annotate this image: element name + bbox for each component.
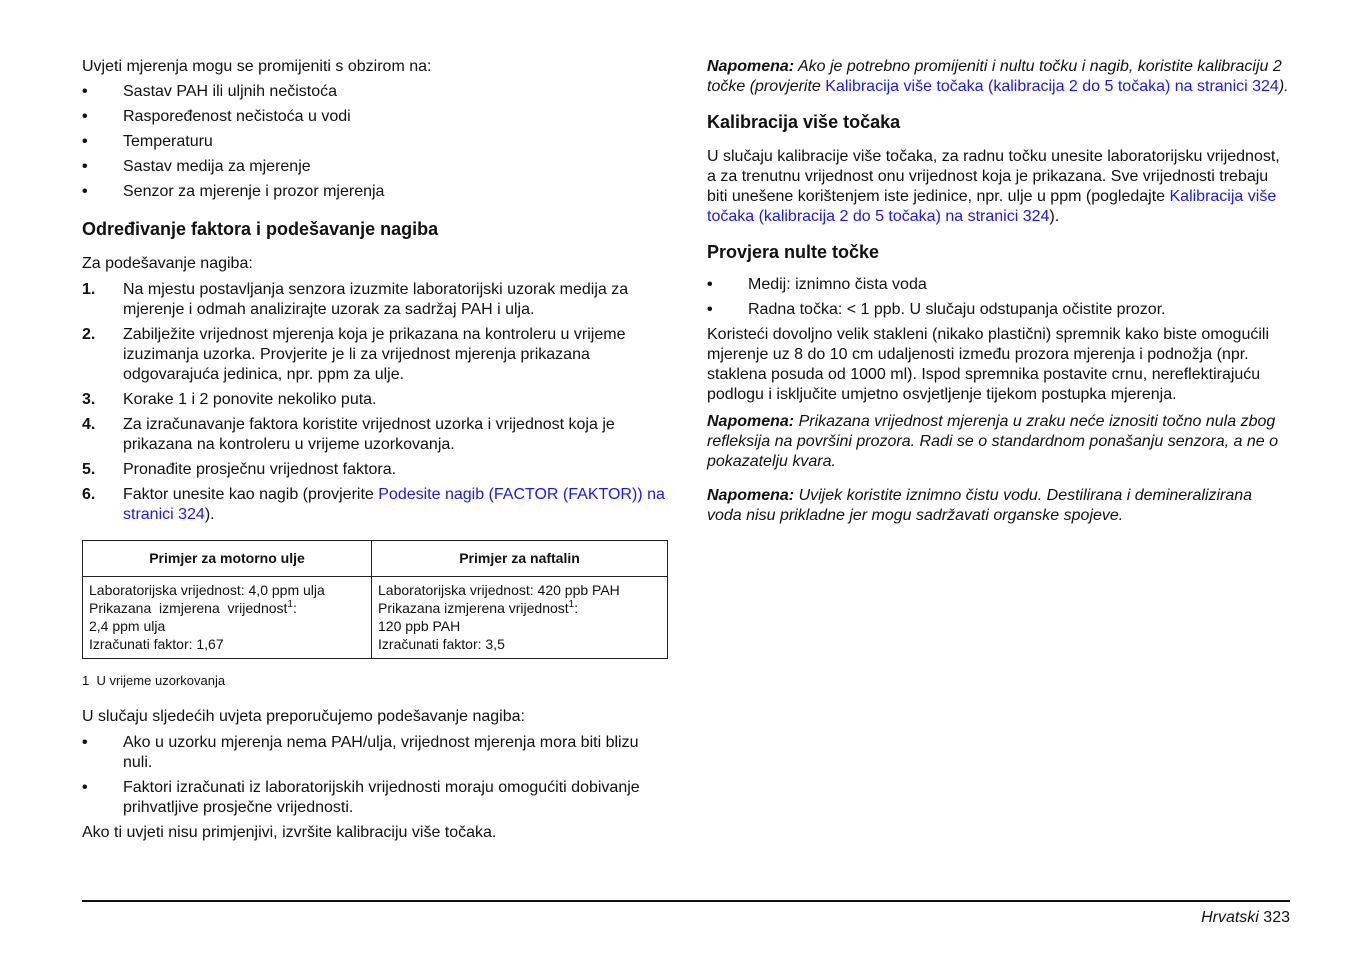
step-item: 4. Za izračunavanje faktora koristite vrijednost uzorka i vrijednost koja je prikazana na kontroleru u vrijeme uzorkovanja. bbox=[82, 416, 615, 453]
list-item: • Radna točka: < 1 ppb. U slučaju odstupanja očistite prozor. bbox=[707, 301, 1166, 318]
table-header: Primjer za motorno ulje bbox=[83, 541, 372, 577]
examples-table bbox=[82, 540, 668, 659]
step-item: 1. Na mjestu postavljanja senzora izuzmite laboratorijski uzorak medija za mjerenje i odmah analizirajte uzorak za sadržaj PAH i ulja. bbox=[82, 281, 629, 318]
recommend-intro: U slučaju sljedećih uvjeta preporučujemo podešavanje nagiba: bbox=[82, 708, 525, 725]
bullet-icon: • bbox=[82, 183, 88, 200]
bullet-icon: • bbox=[82, 83, 88, 100]
step-item: 5. Pronađite prosječnu vrijednost faktora. bbox=[82, 461, 397, 478]
steps-intro: Za podešavanje nagiba: bbox=[82, 255, 253, 272]
footnote-ref: 1 bbox=[287, 599, 293, 610]
section-heading-zero-point: Provjera nulte točke bbox=[707, 242, 880, 262]
note-air-reading: Napomena: Prikazana vrijednost mjerenja u zraku neće iznositi točno nula zbog refleksija na površini prozora. Radi se o standardnom ponašanju senzora, a ne o pokazatelju kvara. bbox=[707, 413, 1278, 470]
list-item: • Senzor za mjerenje i prozor mjerenja bbox=[82, 183, 385, 200]
footer-divider bbox=[82, 900, 1290, 902]
closing-text: Ako ti uvjeti nisu primjenjivi, izvršite kalibraciju više točaka. bbox=[82, 824, 497, 841]
table-header: Primjer za naftalin bbox=[372, 541, 668, 577]
footer-language: Hrvatski bbox=[1201, 909, 1259, 926]
conditions-list bbox=[82, 82, 668, 202]
list-item: • Sastav PAH ili uljnih nečistoća bbox=[82, 83, 338, 100]
left-column bbox=[82, 57, 668, 843]
zero-point-list bbox=[707, 275, 1291, 320]
note-label: Napomena: bbox=[707, 413, 795, 430]
bullet-icon: • bbox=[82, 734, 88, 751]
step-item: 6. Faktor unesite kao nagib (provjerite Podesite nagib (FACTOR (FAKTOR)) na stranici 324). bbox=[82, 486, 665, 523]
step-item: 2. Zabilježite vrijednost mjerenja koja je prikazana na kontroleru u vrijeme izuzimanja uzorka. Provjerite je li za vrijednost mjerenja prikazana odgovarajuća jedinica, npr. ppm za ulje. bbox=[82, 326, 626, 383]
note-label: Napomena: bbox=[707, 58, 795, 75]
list-item: • Raspoređenost nečistoća u vodi bbox=[82, 108, 351, 125]
recommend-list bbox=[82, 733, 668, 818]
page-footer bbox=[1201, 908, 1290, 928]
table-row bbox=[83, 577, 668, 659]
steps-list bbox=[82, 280, 668, 525]
note-clean-water: Napomena: Uvijek koristite iznimno čistu vodu. Destilirana i demineralizirana voda nisu prikladne jer mogu sadržavati organske spojeve. bbox=[707, 487, 1253, 524]
step-item: 3. Korake 1 i 2 ponovite nekoliko puta. bbox=[82, 391, 377, 408]
note-two-point: Napomena: Ako je potrebno promijeniti i nultu točku i nagib, koristite kalibraciju 2 točke (provjerite Kalibracija više točaka (kalibracija 2 do 5 točaka) na stranici 324). bbox=[707, 58, 1289, 95]
conditions-intro: Uvjeti mjerenja mogu se promijeniti s obzirom na: bbox=[82, 58, 432, 75]
multipoint-calibration-link[interactable]: Kalibracija više točaka (kalibracija 2 do 5 točaka) na stranici 324 bbox=[825, 78, 1279, 95]
multipoint-paragraph: U slučaju kalibracije više točaka, za radnu točku unesite laboratorijsku vrijednost, a za trenutnu vrijednost onu vrijednost koja je prikazana. Sve vrijednosti trebaju biti unešene korištenjem iste jedinice, npr. ulje u ppm (pogledajte Kalibracija više točaka (kalibracija 2 do 5 točaka) na stranici 324). bbox=[707, 148, 1280, 225]
list-item: • Medij: iznimno čista voda bbox=[707, 276, 927, 293]
multipoint-calibration-link-2[interactable]: Kalibracija više točaka (kalibracija 2 do 5 točaka) na stranici 324 bbox=[707, 188, 1277, 225]
list-item: • Sastav medija za mjerenje bbox=[82, 158, 311, 175]
table-cell-motor-oil: Laboratorijska vrijednost: 4,0 ppm ulja Prikazana izmjerena vrijednost$^1$: 2,4 ppm ulja Izračunati faktor: 1,67 bbox=[83, 577, 372, 659]
list-item: • Temperaturu bbox=[82, 133, 213, 150]
table-footnote: 1 U vrijeme uzorkovanja bbox=[82, 673, 226, 688]
table-cell-naphthalene: Laboratorijska vrijednost: 420 ppb PAH Prikazana izmjerena vrijednost$^1$: 120 ppb PAH Izračunati faktor: 3,5 bbox=[372, 577, 668, 659]
bullet-icon: • bbox=[707, 301, 713, 318]
factor-slope-link[interactable]: Podesite nagib (FACTOR (FAKTOR)) na stranici 324 bbox=[123, 486, 665, 523]
bullet-icon: • bbox=[82, 779, 88, 796]
list-item: • Faktori izračunati iz laboratorijskih vrijednosti moraju omogućiti dobivanje prihvatljive prosječne vrijednosti. bbox=[82, 779, 640, 816]
bullet-icon: • bbox=[82, 133, 88, 150]
right-column bbox=[707, 57, 1291, 526]
list-item: • Ako u uzorku mjerenja nema PAH/ulja, vrijednost mjerenja mora biti blizu nuli. bbox=[82, 734, 639, 771]
footnote-ref: 1 bbox=[568, 599, 575, 610]
bullet-icon: • bbox=[82, 108, 88, 125]
bullet-icon: • bbox=[707, 276, 713, 293]
section-heading-multipoint: Kalibracija više točaka bbox=[707, 112, 901, 132]
note-label: Napomena: bbox=[707, 487, 795, 504]
section-heading-factor: Određivanje faktora i podešavanje nagiba bbox=[82, 219, 439, 239]
bullet-icon: • bbox=[82, 158, 88, 175]
zero-point-paragraph: Koristeći dovoljno velik stakleni (nikako plastični) spremnik kako biste omogućili mjerenje uz 8 do 10 cm udaljenosti između prozora mjerenja i podnožja (npr. staklena posuda od 1000 ml). Ispod spremnika postavite crnu, nereflektirajuću podlogu i isključite umjetno osvjetljenje tijekom postupka mjerenja. bbox=[707, 326, 1270, 403]
page-number: 323 bbox=[1263, 909, 1290, 926]
